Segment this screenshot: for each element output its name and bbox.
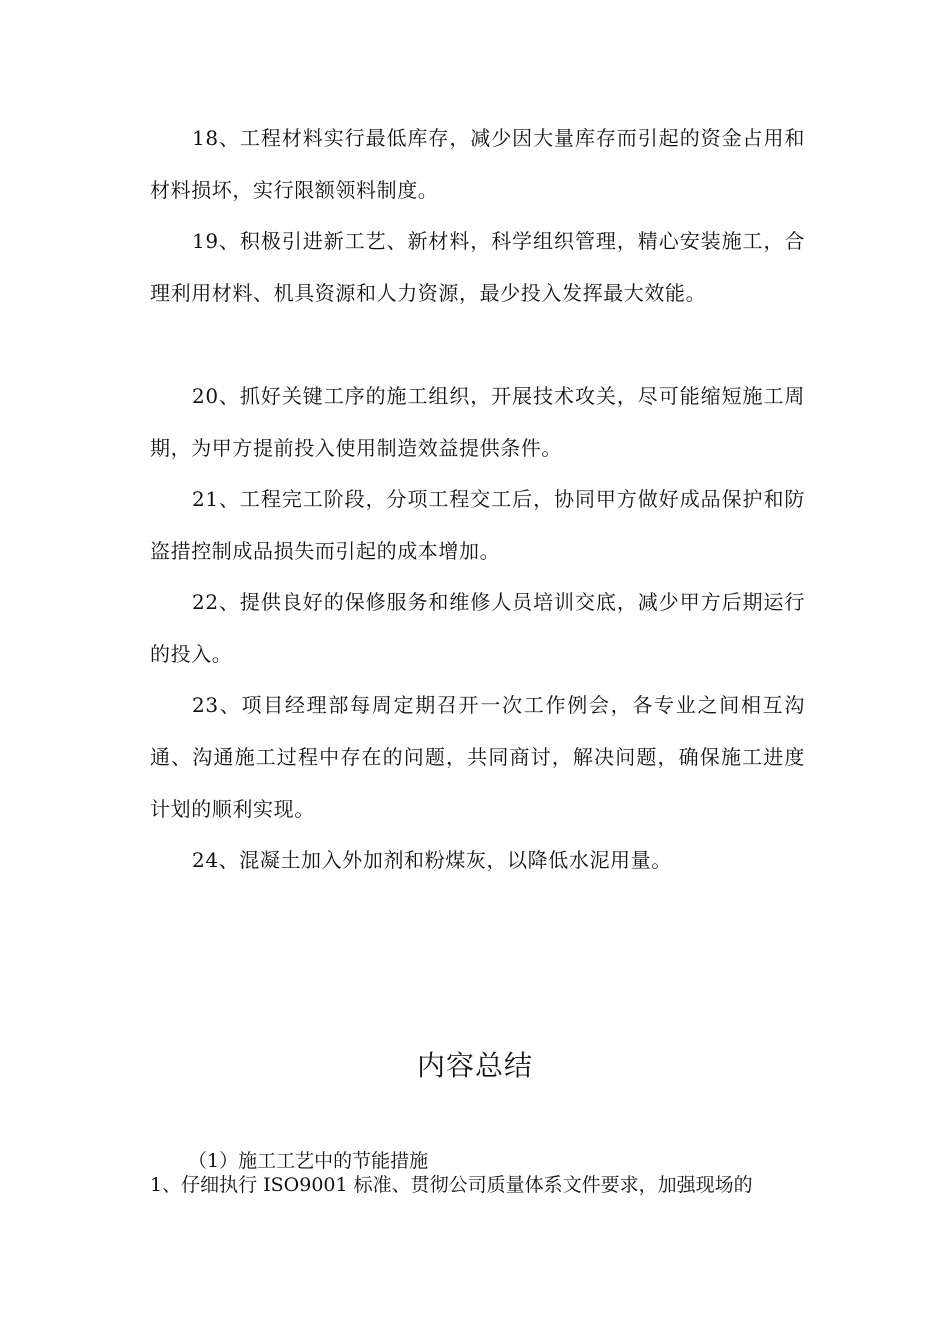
summary-first-point: 1、仔细执行 ISO9001 标准、贯彻公司质量体系文件要求，加强现场的 (150, 1174, 753, 1196)
paragraph-item-23: 23、项目经理部每周定期召开一次工作例会，各专业之间相互沟通、沟通施工过程中存在的问题，共同商讨，解决问题，确保施工进度计划的顺利实现。 (150, 693, 805, 821)
paragraph-item-24: 24、混凝土加入外加剂和粉煤灰，以降低水泥用量。 (192, 848, 672, 872)
summary-subheading: （1）施工工艺中的节能措施 (188, 1150, 429, 1172)
paragraph-item-19: 19、积极引进新工艺、新材料，科学组织管理，精心安装施工，合理利用材料、机具资源和人力资源，最少投入发挥最大效能。 (150, 229, 805, 305)
paragraph-item-20: 20、抓好关键工序的施工组织，开展技术攻关，尽可能缩短施工周期，为甲方提前投入使用制造效益提供条件。 (150, 384, 805, 460)
summary-title: 内容总结 (416, 1049, 533, 1082)
paragraph-item-21: 21、工程完工阶段，分项工程交工后，协同甲方做好成品保护和防盗措控制成品损失而引起的成本增加。 (150, 487, 805, 563)
paragraph-item-22: 22、提供良好的保修服务和维修人员培训交底，减少甲方后期运行的投入。 (150, 590, 805, 666)
paragraph-item-18: 18、工程材料实行最低库存，减少因大量库存而引起的资金占用和材料损坏，实行限额领料制度。 (150, 126, 805, 202)
